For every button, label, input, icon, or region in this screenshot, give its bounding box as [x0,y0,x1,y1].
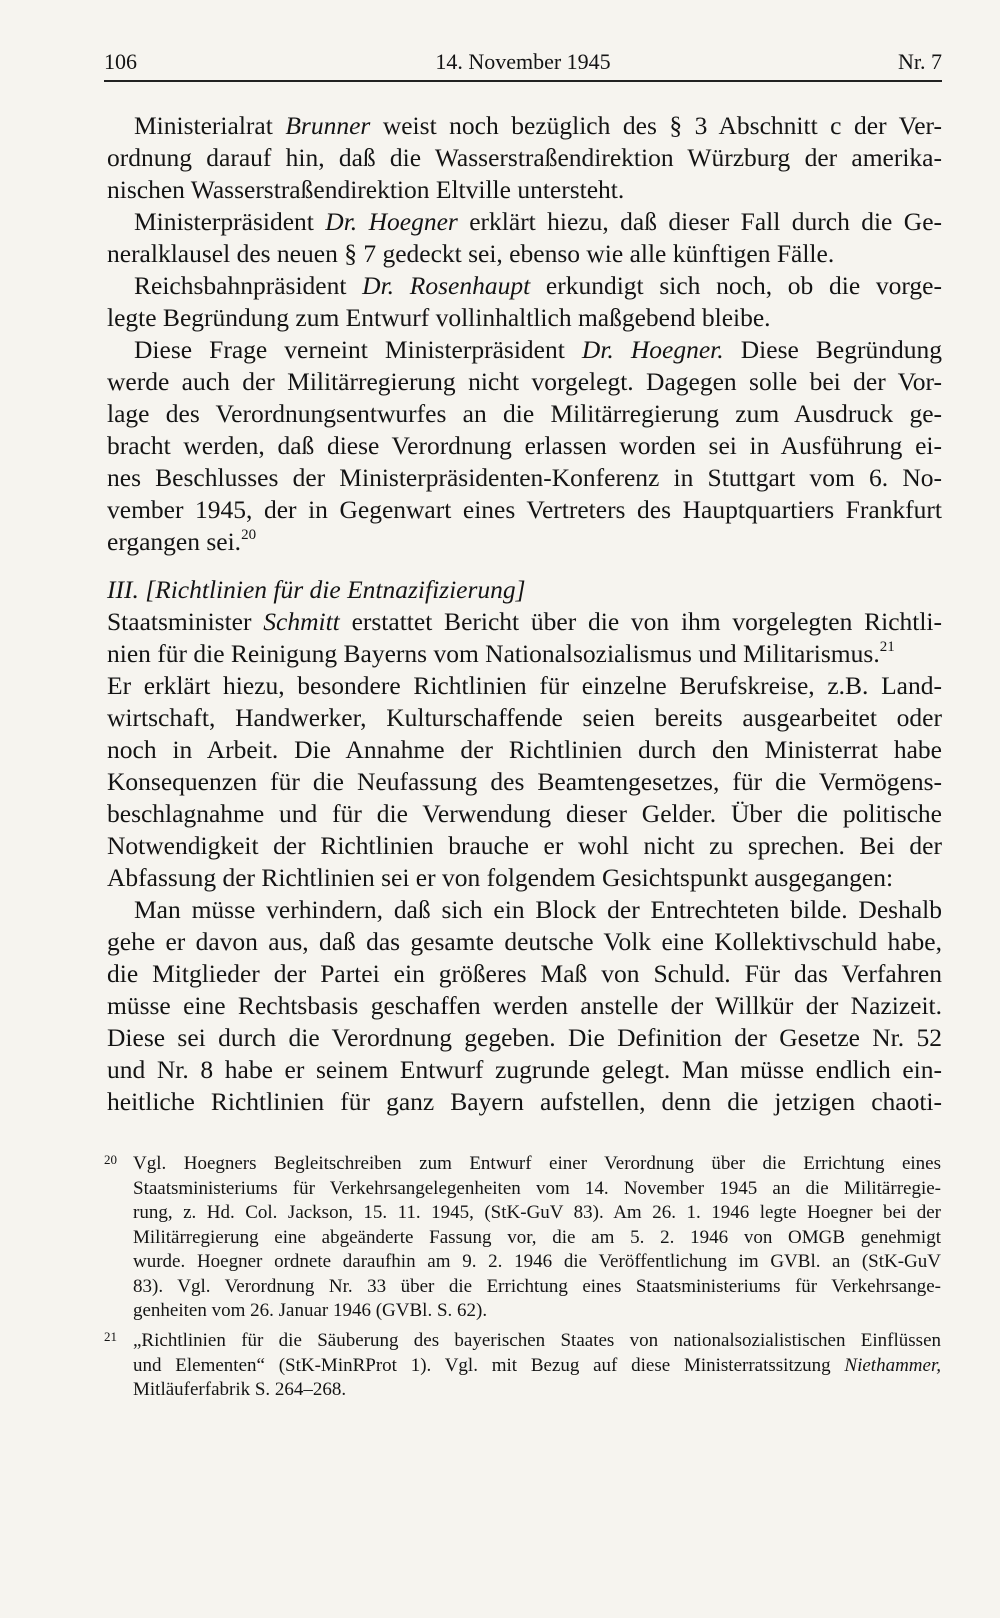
text-line: beschlagnahme und für die Verwendung dieser Gelder. Über die politische [107,799,942,828]
text-line: gehe er davon aus, daß das gesamte deutsche Volk eine Kollektivschuld habe, [107,927,942,956]
text-line: werde auch der Militärregierung nicht vorgelegt. Dagegen solle bei der Vor- [107,367,942,396]
text-line: Ministerpräsident Dr. Hoegner erklärt hiezu, daß dieser Fall durch die Ge- [134,207,942,236]
footnote-ref: 20 [241,527,257,543]
person-name: Brunner [285,111,371,140]
text-line: lage des Verordnungsentwurfes an die Militärregierung zum Ausdruck ge- [107,399,942,428]
header-date: 14. November 1945 [435,49,611,74]
footnote-line: Mitläuferfabrik S. 264–268. [133,1379,347,1400]
text-line: wirtschaft, Handwerker, Kulturschaffende seien bereits ausgearbeitet oder [107,703,942,732]
text-line: heitliche Richtlinien für ganz Bayern aufstellen, denn die jetzigen chaoti- [107,1087,942,1116]
text-line: noch in Arbeit. Die Annahme der Richtlinien durch den Ministerrat habe [107,735,942,764]
text-line: nes Beschlusses der Ministerpräsidenten-Konferenz in Stuttgart vom 6. No- [107,463,942,492]
text-line: legte Begründung zum Entwurf vollinhaltlich maßgebend bleibe. [107,303,771,332]
header-number: Nr. 7 [898,49,942,74]
person-name: Dr. Hoegner. [581,335,724,364]
footnote-ref: 21 [879,639,895,655]
page-number: 106 [104,49,137,74]
text-line: Konsequenzen für die Neufassung des Beamtengesetzes, für die Vermögens- [107,767,942,796]
text-line: Diese Frage verneint Ministerpräsident Dr. Hoegner. Diese Begründung [134,335,942,364]
text-line: Ministerialrat Brunner weist noch bezüglich des § 3 Abschnitt c der Ver- [134,111,943,140]
text-line: ordnung darauf hin, daß die Wasserstraßendirektion Würzburg der amerika- [107,143,942,172]
text-line: vember 1945, der in Gegenwart eines Vertreters des Hauptquartiers Frankfurt [107,495,942,524]
person-name: Dr. Hoegner [325,207,458,236]
author-name: Niethammer, [844,1354,941,1376]
footnote-line: Staatsministeriums für Verkehrsangelegenheiten vom 14. November 1945 an die Militärregie- [133,1177,941,1199]
text-line: Staatsminister Schmitt erstattet Bericht über die von ihm vorgelegten Richtli- [107,607,943,636]
text-line: Notwendigkeit der Richtlinien brauche er wohl nicht zu sprechen. Bei der [107,831,942,860]
footnote-line: rung, z. Hd. Col. Jackson, 15. 11. 1945, (StK-GuV 83). Am 26. 1. 1946 legte Hoegner bei der [133,1202,941,1223]
footnote-line: 83). Vgl. Verordnung Nr. 33 über die Errichtung eines Staatsministeriums für Verkehrsange- [133,1275,941,1297]
footnote-line: und Elementen“ (StK-MinRProt 1). Vgl. mit Bezug auf diese Ministerratssitzung Niethammer, [133,1354,941,1376]
footnote-number: 20 [104,1152,117,1167]
person-name: Schmitt [263,607,340,636]
footnote-line: Vgl. Hoegners Begleitschreiben zum Entwurf einer Verordnung über die Errichtung eines [133,1153,941,1174]
running-header [104,44,942,82]
text-line: müsse eine Rechtsbasis geschaffen werden anstelle der Willkür der Nazizeit. [107,991,942,1020]
footnote-number: 21 [104,1329,117,1344]
text-line: Er erklärt hiezu, besondere Richtlinien für einzelne Berufskreise, z.B. Land- [107,671,942,700]
text-line: Man müsse verhindern, daß sich ein Block der Entrechteten bilde. Deshalb [134,895,942,924]
text-line: und Nr. 8 habe er seinem Entwurf zugrunde gelegt. Man müsse endlich ein- [107,1055,942,1084]
footnote-line: Militärregierung eine abgeänderte Fassung vor, die am 5. 2. 1946 von OMGB genehmigt [133,1226,941,1248]
text-line: neralklausel des neuen § 7 gedeckt sei, ebenso wie alle künftigen Fälle. [107,239,835,268]
footnote-line: wurde. Hoegner ordnete daraufhin am 9. 2. 1946 die Veröffentlichung im GVBl. an (StK-GuV [133,1251,941,1272]
text-line: nien für die Reinigung Bayerns vom Nationalsozialismus und Militarismus.$^{21}$ [107,639,895,668]
text-line: Diese sei durch die Verordnung gegeben. Die Definition der Gesetze Nr. 52 [107,1023,942,1052]
text-line: nischen Wasserstraßendirektion Eltville untersteht. [107,175,625,204]
footnote-line: genheiten vom 26. Januar 1946 (GVBl. S. 62). [133,1300,488,1321]
person-name: Dr. Rosenhaupt [362,271,531,300]
text-line: bracht werden, daß diese Verordnung erlassen worden sei in Ausführung ei- [107,431,942,460]
section-heading: III. [Richtlinien für die Entnazifizierung] [107,575,526,604]
text-line: ergangen sei.$^{20}$ [107,527,257,556]
footnote-line: „Richtlinien für die Säuberung des bayerischen Staates von nationalsozialistischen Einflüssen [133,1330,941,1351]
text-line: die Mitglieder der Partei ein größeres Maß von Schuld. Für das Verfahren [107,959,942,988]
text-line: Abfassung der Richtlinien sei er von folgendem Gesichtspunkt ausgegangen: [107,863,894,892]
text-line: Reichsbahnpräsident Dr. Rosenhaupt erkundigt sich noch, ob die vorge- [134,271,942,300]
